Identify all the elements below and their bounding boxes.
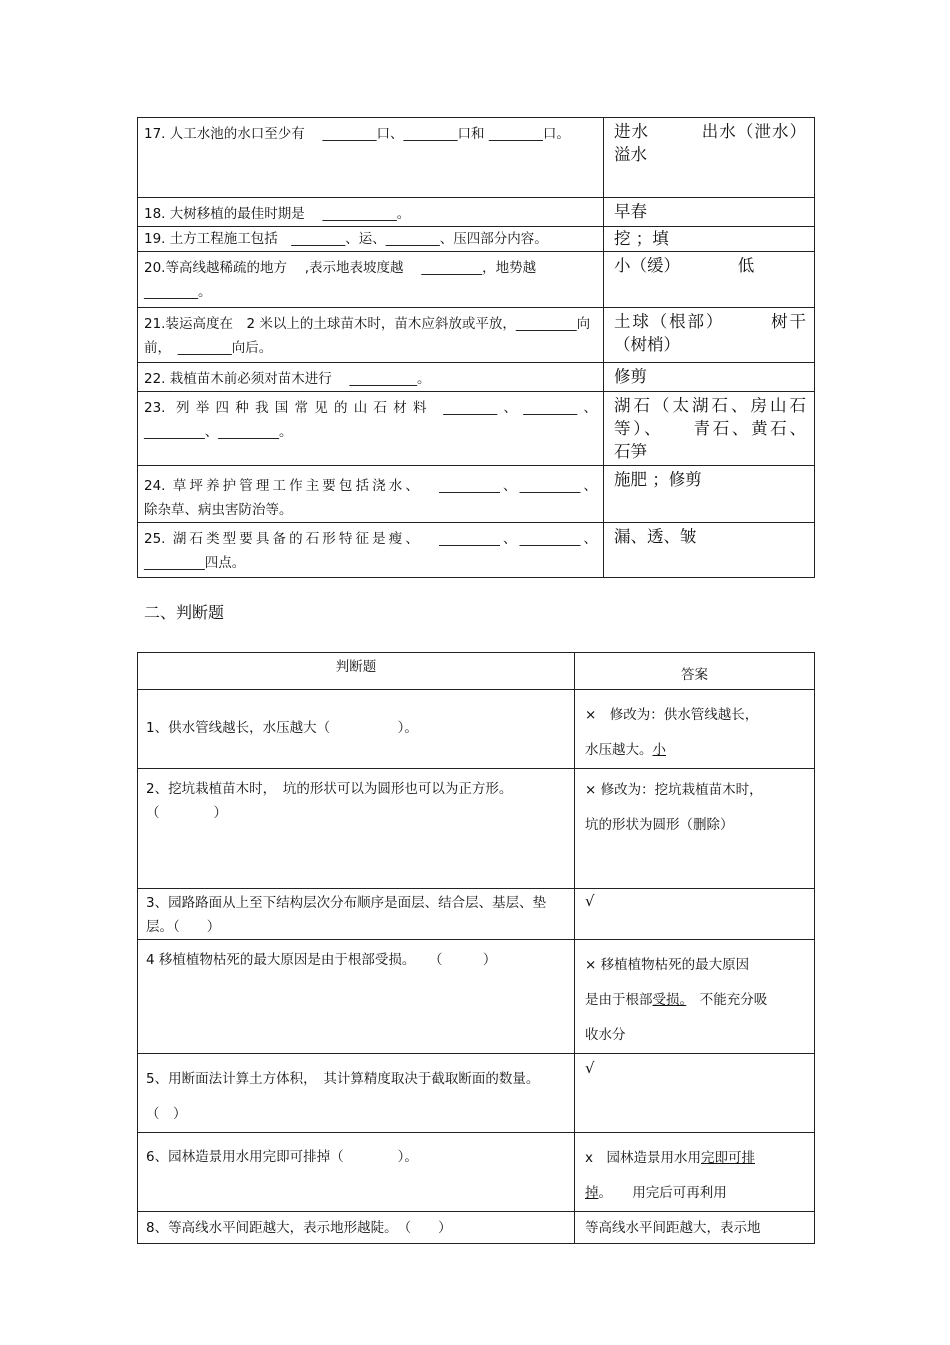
question-cell: 5、用断面法计算土方体积， 其计算精度取决于截取断面的数量。（ ） bbox=[138, 1054, 575, 1133]
answer-cell: 挖 ；填 bbox=[604, 227, 815, 252]
question-cell: 17. 人工水池的水口至少有 ________口、________口和 ________口。 bbox=[138, 118, 604, 198]
answer-cell: × 修改为：挖坑栽植苗木时， 坑的形状为圆形（删除） bbox=[575, 769, 815, 889]
table-row bbox=[138, 523, 815, 578]
question-column-header: 判断题 bbox=[138, 653, 575, 690]
answer-cell: x 园林造景用水用完即可排 掉。 用完后可再利用 bbox=[575, 1133, 815, 1212]
question-cell: 22. 栽植苗木前必须对苗木进行 __________。 bbox=[138, 363, 604, 392]
table-row bbox=[138, 198, 815, 227]
table-row bbox=[138, 363, 815, 392]
table-row bbox=[138, 889, 815, 940]
question-cell: 21.装运高度在 2 米以上的土球苗木时，苗木应斜放或平放，_________向前， ________向后。 bbox=[138, 308, 604, 363]
answer-cell: 修剪 bbox=[604, 363, 815, 392]
true-false-table bbox=[137, 652, 815, 1244]
question-cell: 1、供水管线越长，水压越大（ ）。 bbox=[138, 690, 575, 769]
question-cell: 6、园林造景用水用完即可排掉（ ）。 bbox=[138, 1133, 575, 1212]
answer-cell: × 修改为：供水管线越长， 水压越大。小 bbox=[575, 690, 815, 769]
answer-cell: 土球（根部） 树干 （树梢） bbox=[604, 308, 815, 363]
question-cell: 19. 土方工程施工包括 ________、运、________、压四部分内容。 bbox=[138, 227, 604, 252]
question-cell: 8、等高线水平间距越大，表示地形越陡。 （ ） bbox=[138, 1212, 575, 1244]
answer-cell: 等高线水平间距越大，表示地 bbox=[575, 1212, 815, 1244]
fill-in-table bbox=[137, 117, 815, 578]
question-cell: 18. 大树移植的最佳时期是 ___________。 bbox=[138, 198, 604, 227]
answer-cell: √ bbox=[575, 1054, 815, 1133]
table-row bbox=[138, 227, 815, 252]
question-cell: 24. 草坪养护管理工作主要包括浇水、 _________、_________、 除杂草、病虫害防治等。 bbox=[138, 466, 604, 523]
answer-column-header: 答案 bbox=[575, 653, 815, 690]
section-heading: 二、判断题 bbox=[144, 603, 225, 622]
table-row bbox=[138, 769, 815, 889]
answer-cell: √ bbox=[575, 889, 815, 940]
question-cell: 23. 列举四种我国常见的山石材料 ________、________、 _________、_________。 bbox=[138, 392, 604, 466]
answer-cell: × 移植植物枯死的最大原因 是由于根部受损。 不能充分吸 收水分 bbox=[575, 940, 815, 1054]
question-cell: 20.等高线越稀疏的地方 ,表示地表坡度越 _________，地势越 ________。 bbox=[138, 252, 604, 308]
table-row bbox=[138, 1054, 815, 1133]
answer-cell: 施肥 ；修剪 bbox=[604, 466, 815, 523]
table-row bbox=[138, 1133, 815, 1212]
question-cell: 25. 湖石类型要具备的石形特征是瘦、 _________、_________、 _________四点。 bbox=[138, 523, 604, 578]
table-row bbox=[138, 252, 815, 308]
answer-cell: 漏、透、皱 bbox=[604, 523, 815, 578]
question-cell: 4 移植植物枯死的最大原因是由于根部受损。 （ ） bbox=[138, 940, 575, 1054]
question-cell: 2、挖坑栽植苗木时， 坑的形状可以为圆形也可以为正方形。（ ） bbox=[138, 769, 575, 889]
answer-cell: 湖石（太湖石、房山石 等）、 青石、黄石、 石笋 bbox=[604, 392, 815, 466]
answer-cell: 早春 bbox=[604, 198, 815, 227]
table-row bbox=[138, 1212, 815, 1244]
question-cell: 3、园路路面从上至下结构层次分布顺序是面层、结合层、基层、垫层。（ ） bbox=[138, 889, 575, 940]
answer-cell: 进水 出水（泄水） 溢水 bbox=[604, 118, 815, 198]
table-row bbox=[138, 308, 815, 363]
table-row bbox=[138, 392, 815, 466]
table-row bbox=[138, 690, 815, 769]
table-row bbox=[138, 466, 815, 523]
table-row bbox=[138, 118, 815, 198]
table-row bbox=[138, 940, 815, 1054]
table-header-row bbox=[138, 653, 815, 690]
answer-cell: 小（缓） 低 bbox=[604, 252, 815, 308]
